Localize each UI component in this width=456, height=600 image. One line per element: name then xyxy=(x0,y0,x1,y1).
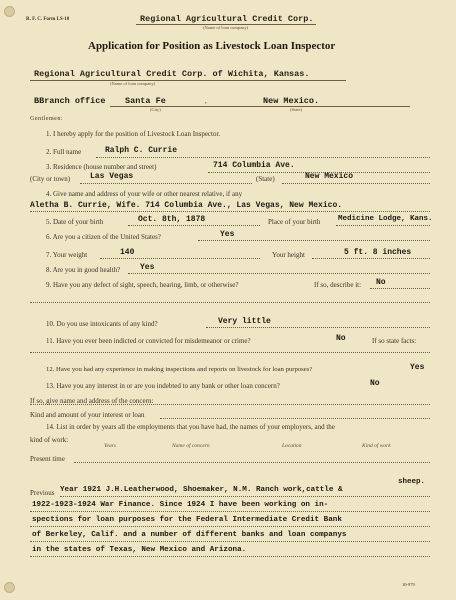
employment-line-4: of Berkeley, Calif. and a number of different banks and loan companys xyxy=(32,531,347,539)
indicted-answer: No xyxy=(336,334,346,343)
height-label: Your height xyxy=(272,251,305,259)
bank-name-caption: (Name of loan company) xyxy=(203,25,249,30)
employment-line-2: 1922-1923-1924 War Finance. Since 1924 I have been working on in- xyxy=(32,501,329,509)
question-14-label: 14. List in order by years all the employments that you have had, the names of your employers, and the xyxy=(46,423,335,431)
employment-line-3: spections for loan purposes for the Federal Intermediate Credit Bank xyxy=(32,516,342,524)
full-name-answer: Ralph C. Currie xyxy=(105,146,178,155)
state-label: (State) xyxy=(256,175,275,183)
relative-answer: Aletha B. Currie, Wife. 714 Columbia Ave., Las Vegas, New Mexico. xyxy=(30,201,343,210)
question-13-label: 13. Have you any interest in or are you indebted to any bank or other loan concern? xyxy=(46,382,280,390)
present-time-label: Present time xyxy=(30,455,65,463)
question-9-label: 9. Have you any defect of sight, speech, hearing, limb, or otherwise? xyxy=(46,281,239,289)
citizen-answer: Yes xyxy=(220,230,235,239)
state-caption: (State) xyxy=(290,107,302,112)
question-6-label: 6. Are you a citizen of the United States? xyxy=(46,233,161,241)
question-14-label-cont: kind of work: xyxy=(30,436,69,444)
city-answer: Las Vegas xyxy=(90,172,134,181)
question-2-label: 2. Full name xyxy=(46,148,82,156)
question-10-label: 10. Do you use intoxicants of any kind? xyxy=(46,320,158,328)
weight-answer: 140 xyxy=(120,248,135,257)
question-11-label: 11. Have you ever been indicted or convicted for misdemeanor or crime? xyxy=(46,337,251,345)
branch-city: Santa Fe xyxy=(125,96,166,106)
experience-answer: Yes xyxy=(410,363,425,372)
company-line: Regional Agricultural Credit Corp. of Wichita, Kansas. xyxy=(34,69,310,79)
branch-label: BBranch office xyxy=(34,96,106,106)
question-1: 1. I hereby apply for the position of Livestock Loan Inspector. xyxy=(46,130,221,138)
birth-date-answer: Oct. 8th, 1878 xyxy=(138,215,206,224)
question-7-label: 7. Your weight xyxy=(46,251,88,259)
form-number: R. F. C. Form LS-10 xyxy=(26,17,70,22)
col-years: Years xyxy=(104,443,117,449)
application-form: R. F. C. Form LS-10 Regional Agricultural Credit Corp. (Name of loan company) Application for Position as Livestock Loan Inspector Regional Agricultural Credit Corp. of Wichita, Kansas. (Name of loan company) BBranch office Santa Fe , New Mexico. (City) (State) Gentlemen: 1. I hereby apply for the position of Livestock Loan Inspector. 2. Full name Ralph C. Currie 3. Residence (house number and street) 714 Columbia Ave. (City or town) Las Vegas (State) New Mexico 4. Give name and address of your wife or other nearest relative, if any Aletha B. Currie, Wife. 714 Columbia Ave., Las Vegas, New Mexico. 5. Date of your birth Oct. 8th, 1878 Place of your birth Medicine Lodge, Kans. 6. Are you a citizen of the United States? Yes 7. Your weight 140 Your height 5 ft. 8 inches 8. Are you in good health? Yes 9. Have you any defect of sight, speech, hearing, limb, or otherwise? If so, describe it: No 10. Do you use intoxicants of any kind? Very little 11. Have you ever been indicted or convicted for misdemeanor or crime? No If so state facts: 12. Have you had any experience in making inspections and reports on livestock for loan purposes? Yes 13. Have you any interest in or are you indebted to any bank or other loan concern? No If so, give name and address of the concern: Kind and amount of your interest or loan 14. List in order by years all the employments that you have had, the names of your employers, and the kind of work: Years Name of concern Location Kind of work Present time sheep. Previous Year 1921 J.H.Leatherwood, Shoemaker, N.M. Ranch work,cattle & 1922-1923-1924 War Finance. Since 1924 I have been working on in- spections for loan purposes for the Federal Intermediate Credit Bank of Berkeley, Calif. and a number of different banks and loan companys in the states of Texas, New Mexico and Arizona. 10-979 xyxy=(0,0,456,600)
question-5-label: 5. Date of your birth xyxy=(46,218,104,226)
punch-hole xyxy=(4,582,15,593)
question-12-label: 12. Have you had any experience in making inspections and reports on livestock for loan purposes? xyxy=(46,366,313,373)
interest-answer: No xyxy=(370,379,380,388)
state-answer: New Mexico xyxy=(305,172,354,181)
state-facts-label: If so state facts: xyxy=(372,337,417,345)
branch-label-text: Branch office xyxy=(39,96,106,106)
employment-line-5: in the states of Texas, New Mexico and Arizona. xyxy=(32,546,247,554)
employment-line-1: Year 1921 J.H.Leatherwood, Shoemaker, N.M. Ranch work,cattle & xyxy=(60,486,343,494)
question-4-label: 4. Give name and address of your wife or other nearest relative, if any xyxy=(46,190,243,198)
form-title: Application for Position as Livestock Loan Inspector xyxy=(88,40,336,52)
describe-label: If so, describe it: xyxy=(314,281,362,289)
bank-name: Regional Agricultural Credit Corp. xyxy=(140,14,314,24)
col-location: Location xyxy=(282,443,302,449)
employment-overflow: sheep. xyxy=(398,478,426,486)
company-caption: (Name of loan company) xyxy=(110,81,156,86)
form-code: 10-979 xyxy=(402,582,415,587)
question-8-label: 8. Are you in good health? xyxy=(46,266,121,274)
col-kind: Kind of work xyxy=(362,443,391,449)
birthplace-answer: Medicine Lodge, Kans. xyxy=(338,215,433,223)
concern-followup: If so, give name and address of the concern: xyxy=(30,397,154,405)
previous-label: Previous xyxy=(30,489,55,497)
intoxicants-answer: Very little xyxy=(218,317,271,326)
residence-answer: 714 Columbia Ave. xyxy=(213,161,295,170)
city-caption: (City) xyxy=(150,107,161,112)
city-label: (City or town) xyxy=(30,175,71,183)
height-answer: 5 ft. 8 inches xyxy=(344,248,412,257)
branch-state: New Mexico. xyxy=(263,96,320,106)
kind-amount-label: Kind and amount of your interest or loan xyxy=(30,411,145,419)
col-concern: Name of concern xyxy=(172,443,210,449)
health-answer: Yes xyxy=(140,263,155,272)
defect-answer: No xyxy=(376,278,386,287)
punch-hole xyxy=(4,6,15,17)
birthplace-label: Place of your birth xyxy=(268,218,321,226)
salutation: Gentlemen: xyxy=(30,116,63,122)
question-3-label: 3. Residence (house number and street) xyxy=(46,163,157,171)
